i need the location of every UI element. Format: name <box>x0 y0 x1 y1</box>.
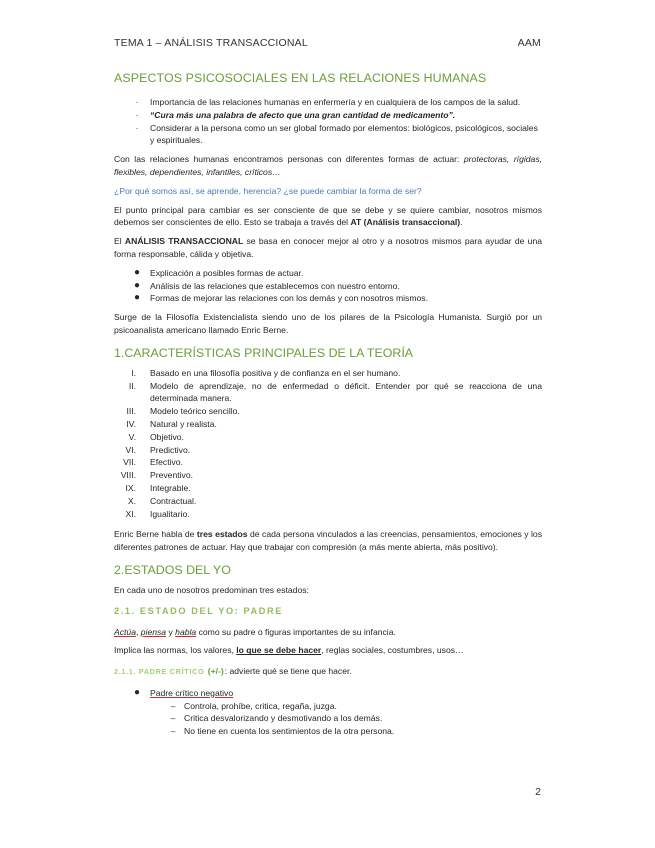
roman-numeral: VI. <box>125 444 136 455</box>
list-item-text: Integrable. <box>150 482 191 493</box>
dash-marker: – <box>170 726 176 737</box>
roman-numeral: IV. <box>126 418 136 429</box>
list-item-text: Análisis de las relaciones que establecemos con nuestro entorno. <box>150 280 400 291</box>
question-line: ¿Por qué somos así, se aprende, herencia? ¿se puede cambiar la forma de ser? <box>114 185 422 196</box>
paragraph-text: Con las relaciones humanas encontramos personas con diferentes formas de actuar: <box>114 154 464 165</box>
bold-term: ANÁLISIS TRANSACCIONAL <box>124 236 244 247</box>
subsubsection-line <box>114 665 542 679</box>
list-item <box>114 292 542 305</box>
roman-numeral: II. <box>128 380 136 391</box>
section-1-heading: 1.CARACTERÍSTICAS PRINCIPALES DE LA TEORÍA <box>114 345 414 360</box>
separator: y <box>166 626 176 637</box>
roman-numeral: IX. <box>125 482 136 493</box>
list-item <box>114 712 542 725</box>
list-item-text: Preventivo. <box>150 470 193 481</box>
list-item <box>114 508 542 521</box>
list-item <box>114 687 542 700</box>
header-initials: AAM <box>517 37 541 49</box>
bold-term: tres estados <box>196 529 248 540</box>
paragraph-text: : advierte qué se tiene que hacer. <box>224 666 352 677</box>
list-item <box>114 109 542 122</box>
roman-numeral: VII. <box>123 457 136 468</box>
paragraph-text: Enric Berne habla de <box>114 529 197 540</box>
list-item-text: Objetivo. <box>150 431 184 442</box>
bullet-marker: · <box>135 109 139 120</box>
subsection-heading: 2.1. ESTADO DEL YO: PADRE <box>114 605 283 616</box>
separator: , <box>135 626 141 637</box>
list-item-text: Critica desvalorizando y desmotivando a los demás. <box>184 713 383 724</box>
paragraph-text: Implica las normas, los valores, <box>114 645 237 656</box>
paragraph-text: , reglas sociales, costumbres, usos… <box>321 645 464 656</box>
roman-numeral: V. <box>128 431 136 442</box>
list-item <box>114 267 542 280</box>
paragraph-text: de cada persona vinculados a las creencias, pensamientos, emociones y los diferentes patrones de actuar. Hay que trabajar con compresión (a más mente abierta, más positivo). <box>114 529 542 553</box>
plus-minus-icon: (+/-) <box>207 666 224 677</box>
italic-list: protectoras, rígidas, flexibles, dependientes, infantiles, críticos… <box>114 154 543 177</box>
underlined-word: habla <box>175 626 197 637</box>
list-item-text: Considerar a la persona como un ser global formado por elementos: biológicos, psicológicos, sociales y espirituales. <box>150 122 538 146</box>
list-item <box>114 456 542 469</box>
list-item <box>114 280 542 293</box>
page-header <box>114 37 541 51</box>
list-item <box>114 405 542 418</box>
bullet-marker: ● <box>133 686 141 698</box>
paragraph-end: . <box>460 217 463 228</box>
roman-numeral: X. <box>127 495 136 506</box>
paragraph-parent-acts <box>114 626 542 639</box>
bullet-marker: ● <box>133 292 141 304</box>
list-item-text: Basado en una filosofía positiva y de confianza en el ser humano. <box>150 367 401 378</box>
page-number: 2 <box>535 786 541 798</box>
dash-marker: – <box>170 713 176 724</box>
paragraph-origin: Surge de la Filosofía Existencialista siendo uno de los pilares de la Psicología Humanista. Surgió por un psicoanalista americano llamado Enric Berne. <box>114 312 542 335</box>
dash-marker: – <box>170 700 176 711</box>
roman-numeral: VIII. <box>120 470 136 481</box>
paragraph-forms <box>114 153 542 179</box>
characteristics-list <box>114 367 542 521</box>
list-item <box>114 431 542 444</box>
paragraph-norms <box>114 644 542 657</box>
bullet-marker: · <box>135 97 139 107</box>
list-item <box>114 725 542 738</box>
list-item <box>114 122 542 148</box>
bullet-marker: ● <box>133 279 141 291</box>
section-2-heading: 2.ESTADOS DEL YO <box>114 562 231 577</box>
list-item <box>114 367 542 380</box>
bullet-marker: ● <box>133 266 141 278</box>
paragraph-change <box>114 204 542 230</box>
list-item-text: No tiene en cuenta los sentimientos de la otra persona. <box>184 726 395 737</box>
list-item-text: Natural y realista. <box>150 418 217 429</box>
paragraph-text: como su padre o figuras importantes de su infancia. <box>196 626 396 637</box>
at-bullet-list <box>114 267 542 305</box>
list-item-text: Modelo teórico sencillo. <box>150 406 240 417</box>
list-item <box>114 380 542 406</box>
header-title: TEMA 1 – ANÁLISIS TRANSACCIONAL <box>114 37 308 49</box>
list-item-text: Contractual. <box>150 495 197 506</box>
paragraph-at <box>114 235 542 261</box>
list-item-text: Padre crítico negativo <box>150 687 234 698</box>
list-item-text: Explicación a posibles formas de actuar. <box>150 267 304 278</box>
list-item <box>114 444 542 457</box>
quote-text: “Cura más una palabra de afecto que una gran cantidad de medicamento”. <box>150 109 456 120</box>
page-content <box>114 70 542 738</box>
paragraph-text: El <box>114 236 125 247</box>
list-item-text: Efectivo. <box>150 457 183 468</box>
roman-numeral: III. <box>126 406 136 417</box>
list-item-text: Modelo de aprendizaje, no de enfermedad o déficit. Entender por qué se reacciona de una determinada manera. <box>150 380 542 404</box>
paragraph-berne <box>114 528 542 554</box>
list-item <box>114 495 542 508</box>
list-item <box>114 469 542 482</box>
list-item-text: Formas de mejorar las relaciones con los demás y con nosotros mismos. <box>150 293 428 304</box>
paragraph-states-intro: En cada uno de nosotros predominan tres estados: <box>114 584 309 595</box>
list-item-text: Importancia de las relaciones humanas en enfermería y en cualquiera de los campos de la salud. <box>150 97 521 107</box>
bold-term: AT (Análisis transaccional) <box>350 217 461 228</box>
list-item <box>114 482 542 495</box>
roman-numeral: I. <box>131 367 136 378</box>
list-item-text: Controla, prohíbe, critica, regaña, juzga. <box>184 700 337 711</box>
subsubsection-heading: 2.1.1. PADRE CRÍTICO <box>114 667 205 677</box>
underlined-word: piensa <box>140 626 167 637</box>
underlined-word: Actúa <box>114 626 136 637</box>
bullet-marker: · <box>135 122 139 133</box>
document-title: ASPECTOS PSICOSOCIALES EN LAS RELACIONES HUMANAS <box>114 71 487 85</box>
list-item-text: Predictivo. <box>150 444 191 455</box>
list-item <box>114 700 542 713</box>
list-item-text: Igualitario. <box>150 508 190 519</box>
critico-list <box>114 687 542 738</box>
roman-numeral: XI. <box>125 508 136 519</box>
list-item <box>114 418 542 431</box>
bold-underlined-term: lo que se debe hacer <box>236 645 322 656</box>
list-item <box>114 96 542 109</box>
paragraph-text: se basa en conocer mejor al otro y a nosotros mismos para ayudar de una forma responsable, cálida y objetiva. <box>114 236 542 259</box>
intro-bullet-list <box>114 96 542 147</box>
paragraph-text: El punto principal para cambiar es ser consciente de que se debe y se quiere cambiar, nosotros mismos debemos ser conscientes de ello. Esto se trabaja a través del <box>114 204 542 228</box>
